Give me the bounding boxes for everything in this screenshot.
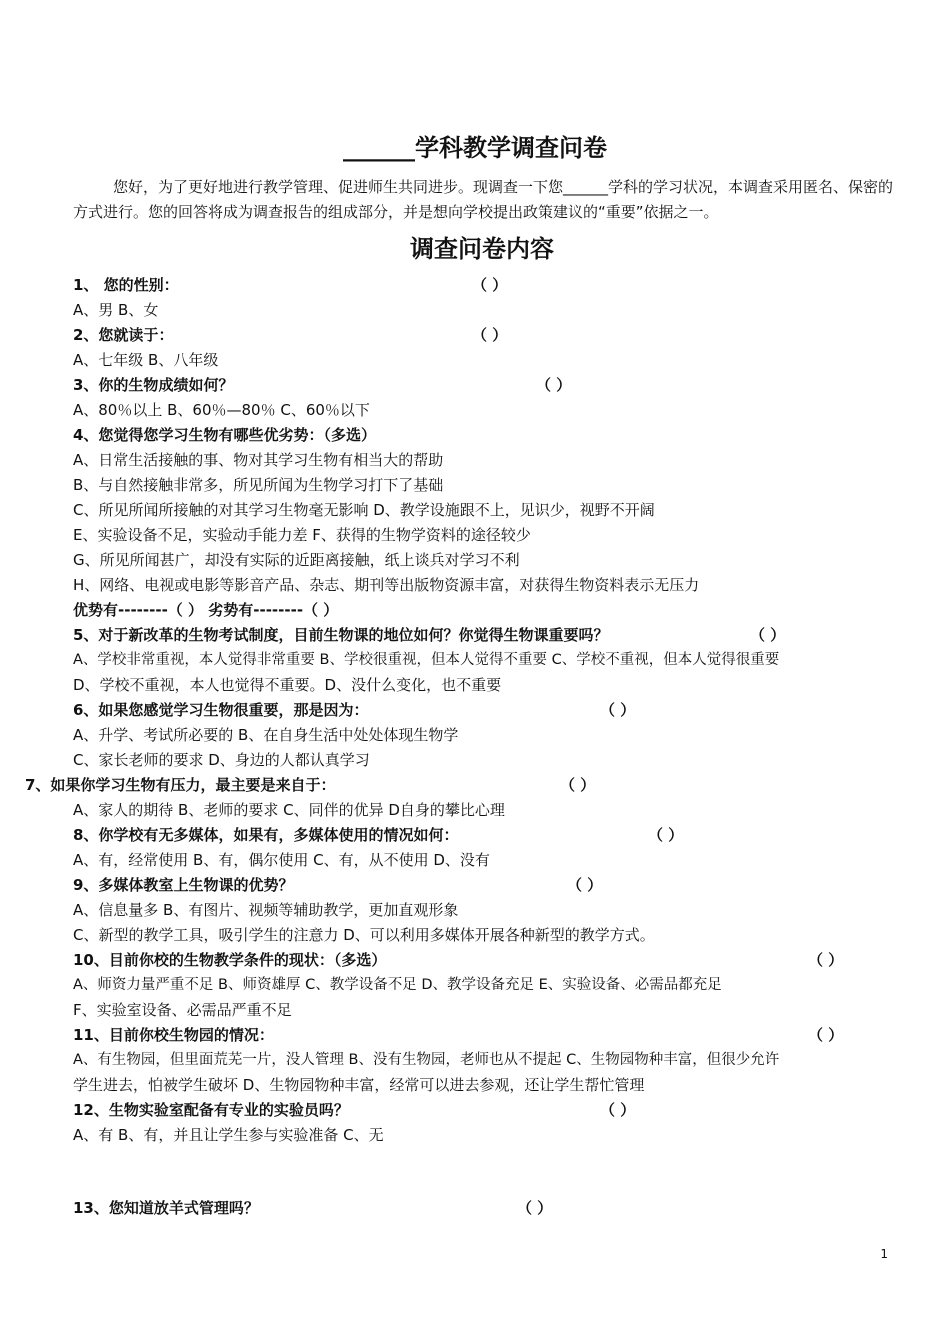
answer-blank-1: （ ） bbox=[472, 276, 508, 294]
options-8: A、有，经常使用 B、有，偶尔使用 C、有，从不使用 D、没有 bbox=[73, 851, 490, 869]
options-1: A、男 B、女 bbox=[73, 301, 159, 319]
question-8: 8、你学校有无多媒体，如果有，多媒体使用的情况如何： bbox=[73, 826, 459, 844]
option-4cd: C、所见所闻所接触的对其学习生物毫无影响 D、教学设施跟不上，见识少，视野不开阔 bbox=[73, 501, 655, 519]
question-4: 4、您觉得您学习生物有哪些优劣势：（多选） bbox=[73, 426, 376, 444]
question-1: 1、 您的性别： bbox=[73, 276, 179, 294]
options-7: A、家人的期待 B、老师的要求 C、同伴的优异 D自身的攀比心理 bbox=[73, 801, 505, 819]
question-3: 3、你的生物成绩如何？ bbox=[73, 376, 234, 394]
question-9: 9、多媒体教室上生物课的优势？ bbox=[73, 876, 294, 894]
answer-blank-13: （ ） bbox=[517, 1199, 553, 1217]
options-6-line2: C、家长老师的要求 D、身边的人都认真学习 bbox=[73, 751, 370, 769]
answer-blank-12: （ ） bbox=[600, 1101, 636, 1119]
option-4h: H、网络、电视或电影等影音产品、杂志、期刊等出版物资源丰富，对获得生物资料表示无压力 bbox=[73, 576, 700, 594]
section-title: 调查问卷内容 bbox=[410, 235, 554, 263]
question-10: 10、目前你校的生物教学条件的现状：（多选） bbox=[73, 951, 387, 969]
option-4b: B、与自然接触非常多，所见所闻为生物学习打下了基础 bbox=[73, 476, 444, 494]
question-6: 6、如果您感觉学习生物很重要，那是因为： bbox=[73, 701, 369, 719]
page-number: 1 bbox=[880, 1247, 888, 1261]
options-11-line2: 学生进去，怕被学生破坏 D、生物园物种丰富，经常可以进去参观，还让学生帮忙管理 bbox=[73, 1076, 645, 1094]
options-10-line2: F、实验室设备、必需品严重不足 bbox=[73, 1001, 292, 1019]
intro-paragraph: 您好，为了更好地进行教学管理、促进师生共同进步。现调查一下您______学科的学习状况，本调查采用匿名、保密的方式进行。您的回答将成为调查报告的组成部分，并是想向学校提出政策建议的“重要”依据之一。 bbox=[73, 178, 894, 221]
question-13: 13、您知道放羊式管理吗？ bbox=[73, 1199, 259, 1217]
question-5: 5、对于新改革的生物考试制度，目前生物课的地位如何？你觉得生物课重要吗？ bbox=[73, 626, 609, 644]
answer-blank-3: （ ） bbox=[536, 376, 572, 394]
question-11: 11、目前你校生物园的情况： bbox=[73, 1026, 274, 1044]
option-4a: A、日常生活接触的事、物对其学习生物有相当大的帮助 bbox=[73, 451, 444, 469]
question-12: 12、生物实验室配备有专业的实验员吗？ bbox=[73, 1101, 349, 1119]
answer-blank-5: （ ） bbox=[750, 626, 786, 644]
option-4g: G、所见所闻甚广，却没有实际的近距离接触，纸上谈兵对学习不利 bbox=[73, 551, 520, 569]
options-10-line1: A、师资力量严重不足 B、师资雄厚 C、教学设备不足 D、教学设备充足 E、实验设备、必需品都充足 bbox=[73, 977, 722, 993]
options-12: A、有 B、有，并且让学生参与实验准备 C、无 bbox=[73, 1126, 384, 1144]
option-4ef: E、实验设备不足，实验动手能力差 F、获得的生物学资料的途径较少 bbox=[73, 526, 531, 544]
answer-blank-11: （ ） bbox=[808, 1026, 844, 1044]
answer-blank-2: （ ） bbox=[472, 326, 508, 344]
answer-blank-6: （ ） bbox=[600, 701, 636, 719]
options-11-line1: A、有生物园，但里面荒芜一片，没人管理 B、没有生物园，老师也从不提起 C、生物园物种丰富，但很少允许 bbox=[73, 1052, 780, 1068]
options-6-line1: A、升学、考试所必要的 B、在自身生活中处处体现生物学 bbox=[73, 726, 459, 744]
options-5-line1: A、学校非常重视，本人觉得非常重要 B、学校很重视，但本人觉得不重要 C、学校不重视，但本人觉得很重要 bbox=[73, 652, 780, 668]
options-9-line1: A、信息量多 B、有图片、视频等辅助教学，更加直观形象 bbox=[73, 901, 459, 919]
options-2: A、七年级 B、八年级 bbox=[73, 351, 219, 369]
answer-blank-10: （ ） bbox=[808, 951, 844, 969]
options-9-line2: C、新型的教学工具，吸引学生的注意力 D、可以利用多媒体开展各种新型的教学方式。 bbox=[73, 926, 655, 944]
answer-blank-8: （ ） bbox=[648, 826, 684, 844]
advantage-disadvantage-blank: 优势有--------（ ） 劣势有--------（ ） bbox=[73, 601, 339, 619]
question-7: 7、如果你学习生物有压力，最主要是来自于： bbox=[25, 776, 336, 794]
answer-blank-9: （ ） bbox=[567, 876, 603, 894]
options-5-line2: D、学校不重视，本人也觉得不重要。D、没什么变化，也不重要 bbox=[73, 676, 502, 694]
page-title: ______学科教学调查问卷 bbox=[343, 134, 607, 162]
question-2: 2、您就读于： bbox=[73, 326, 174, 344]
options-3: A、80％以上 B、60％—80％ C、60％以下 bbox=[73, 401, 370, 419]
answer-blank-7: （ ） bbox=[560, 776, 596, 794]
